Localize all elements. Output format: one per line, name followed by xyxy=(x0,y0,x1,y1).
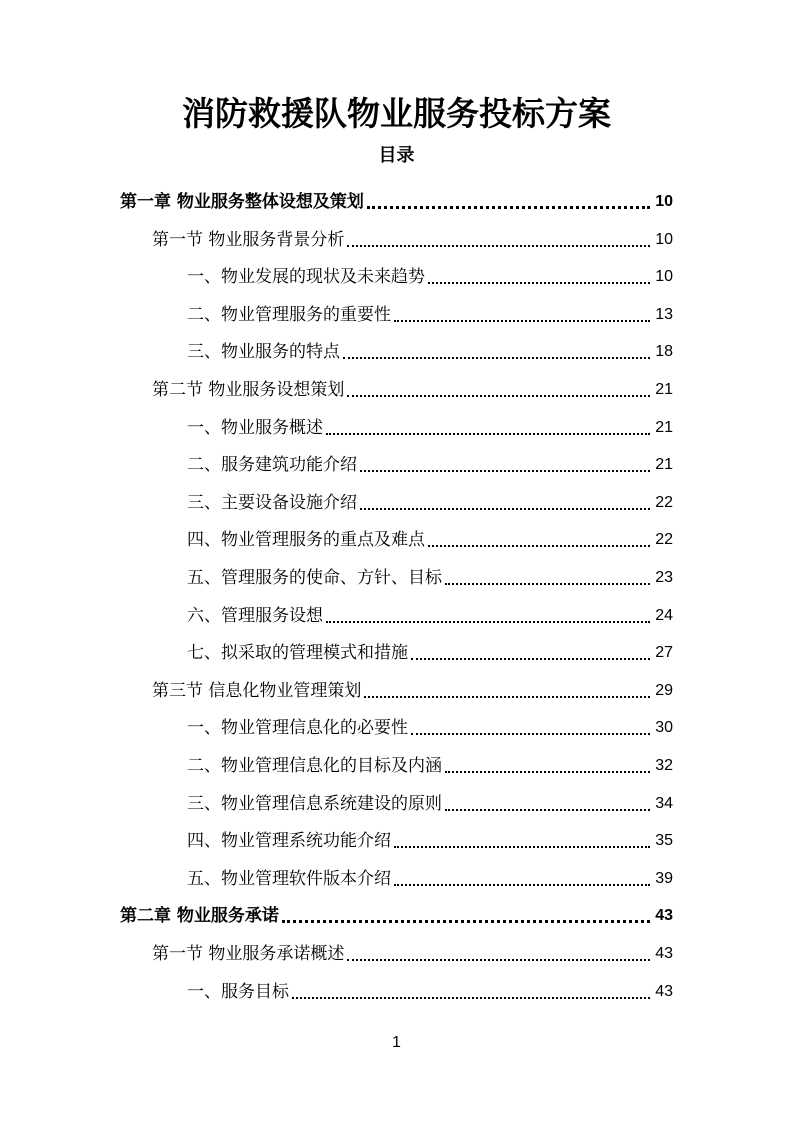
toc-entry[interactable] xyxy=(187,406,673,442)
toc-dot-leader xyxy=(445,809,650,811)
toc-dot-leader xyxy=(347,395,650,397)
toc-dot-leader xyxy=(343,357,650,359)
toc-entry[interactable] xyxy=(187,819,673,855)
toc-entry[interactable] xyxy=(187,556,673,592)
toc-entry[interactable] xyxy=(152,932,673,968)
toc-entry-label: 四、物业管理系统功能介绍 xyxy=(187,831,391,852)
document-title: 消防救援队物业服务投标方案 xyxy=(182,94,611,133)
toc-dot-leader xyxy=(292,997,650,999)
toc-entry[interactable] xyxy=(152,218,673,254)
toc-entry[interactable] xyxy=(187,782,673,818)
toc-entry-page: 27 xyxy=(655,644,673,662)
toc-entry-page: 13 xyxy=(655,305,673,323)
toc-entry[interactable] xyxy=(187,706,673,742)
toc-entry-page: 43 xyxy=(655,982,673,1000)
toc-dot-leader xyxy=(347,245,650,247)
toc-entry-page: 21 xyxy=(655,456,673,474)
toc-entry[interactable] xyxy=(152,669,673,705)
page-number: 1 xyxy=(392,1034,401,1051)
toc-heading: 目录 xyxy=(378,145,415,166)
toc-entry-page: 10 xyxy=(655,268,673,286)
toc-entry-label: 一、物业管理信息化的必要性 xyxy=(187,718,408,739)
toc-entry-label: 七、拟采取的管理模式和措施 xyxy=(187,643,408,664)
toc-entry[interactable] xyxy=(152,368,673,404)
toc-entry-page: 10 xyxy=(655,193,673,210)
toc-entry[interactable] xyxy=(120,894,673,930)
toc-entry[interactable] xyxy=(187,631,673,667)
toc-entry-label: 第一节 物业服务背景分析 xyxy=(152,229,345,250)
toc-dot-leader xyxy=(445,771,650,773)
toc-dot-leader xyxy=(411,733,650,735)
toc-entry-page: 18 xyxy=(655,343,673,361)
toc-entry-label: 三、主要设备设施介绍 xyxy=(187,492,357,513)
toc-entry[interactable] xyxy=(187,481,673,517)
toc-entry-label: 五、物业管理软件版本介绍 xyxy=(187,868,391,889)
toc-entry-label: 三、物业服务的特点 xyxy=(187,342,340,363)
toc-entry[interactable] xyxy=(187,518,673,554)
toc-entry-page: 32 xyxy=(655,757,673,774)
toc-entry-label: 一、服务目标 xyxy=(187,981,289,1002)
toc-dot-leader xyxy=(394,320,650,322)
toc-dot-leader xyxy=(326,433,650,435)
toc-entry-label: 第二章 物业服务承诺 xyxy=(120,906,279,927)
toc-dot-leader xyxy=(411,658,650,660)
toc-entry[interactable] xyxy=(187,857,673,893)
toc-entry-label: 二、物业管理信息化的目标及内涵 xyxy=(187,756,442,776)
toc-entry-label: 一、物业发展的现状及未来趋势 xyxy=(187,267,425,288)
toc-entry-label: 六、管理服务设想 xyxy=(187,605,323,626)
toc-entry[interactable] xyxy=(187,330,673,366)
toc-dot-leader xyxy=(428,545,650,547)
toc-entry-label: 一、物业服务概述 xyxy=(187,417,323,438)
toc-dot-leader xyxy=(428,282,650,284)
toc-entry[interactable] xyxy=(187,594,673,630)
toc-dot-leader xyxy=(347,959,650,961)
toc-entry-page: 35 xyxy=(655,832,673,850)
toc-entry-page: 43 xyxy=(655,945,673,962)
toc-entry-page: 30 xyxy=(655,719,673,737)
toc-entry[interactable] xyxy=(187,255,673,291)
toc-entry[interactable] xyxy=(120,180,673,216)
toc-dot-leader xyxy=(364,696,650,698)
toc-entry-page: 10 xyxy=(655,230,673,248)
toc-entry-page: 22 xyxy=(655,531,673,549)
toc-entry-label: 第一节 物业服务承诺概述 xyxy=(152,944,345,964)
toc-dot-leader xyxy=(360,508,650,510)
toc-entry-label: 二、服务建筑功能介绍 xyxy=(187,455,357,476)
toc-entry-label: 五、管理服务的使命、方针、目标 xyxy=(187,568,442,588)
toc-entry-label: 三、物业管理信息系统建设的原则 xyxy=(187,793,442,814)
toc-entry-label: 二、物业管理服务的重要性 xyxy=(187,304,391,325)
toc-dot-leader xyxy=(445,583,650,585)
toc-entry[interactable] xyxy=(187,970,673,1006)
toc-entry-label: 第二节 物业服务设想策划 xyxy=(152,380,345,400)
toc-entry[interactable] xyxy=(187,443,673,479)
toc-entry[interactable] xyxy=(187,744,673,780)
toc-dot-leader xyxy=(326,621,650,623)
toc-entry-page: 21 xyxy=(655,418,673,436)
toc-entry[interactable] xyxy=(187,293,673,329)
toc-entry-page: 34 xyxy=(655,794,673,812)
toc-dot-leader xyxy=(282,920,650,923)
toc-entry-label: 四、物业管理服务的重点及难点 xyxy=(187,530,425,551)
toc-entry-page: 43 xyxy=(655,907,673,925)
toc-entry-page: 24 xyxy=(655,606,673,624)
toc-entry-label: 第三节 信息化物业管理策划 xyxy=(152,680,362,701)
toc-dot-leader xyxy=(394,846,650,848)
toc-dot-leader xyxy=(360,470,650,472)
toc-entry-page: 39 xyxy=(655,869,673,887)
toc-entry-label: 第一章 物业服务整体设想及策划 xyxy=(120,192,364,212)
toc-entry-page: 29 xyxy=(655,681,673,699)
toc-entry-page: 23 xyxy=(655,569,673,586)
toc-dot-leader xyxy=(394,884,650,886)
toc-entry-page: 21 xyxy=(655,381,673,398)
toc-entry-page: 22 xyxy=(655,493,673,511)
toc-dot-leader xyxy=(367,206,650,209)
